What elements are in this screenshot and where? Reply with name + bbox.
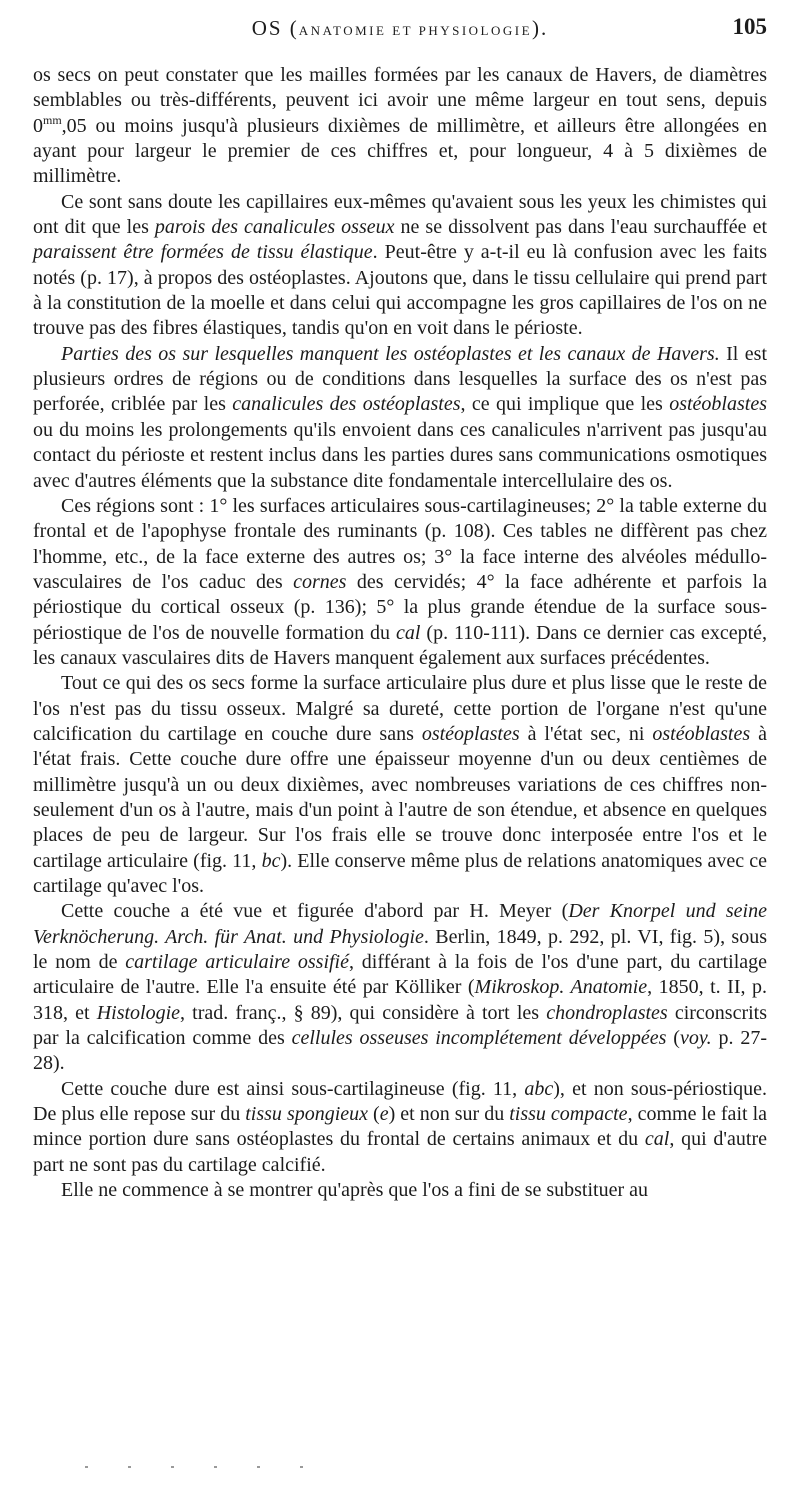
- paragraph-3: Parties des os sur lesquelles manquent les ostéoplastes et les canaux de Havers. Il est plusieurs ordres de régions ou de conditions dans lesquelles la surface des os n'est pas perforée, criblée par les canalicules des ostéoplastes, ce qui implique que les ostéoblastes ou du moins les prolongements qu'ils envoient dans ces canalicules n'arrivent pas jusqu'au contact du périoste et restent inclus dans les parties dures sans communications osmotiques avec d'autres éléments que la substance dite fondamentale intercellulaire des os.: [33, 342, 768, 492]
- running-head: [33, 12, 767, 52]
- print-marks: [85, 1466, 385, 1470]
- paragraph-5: Tout ce qui des os secs forme la surface articulaire plus dure et plus lisse que le reste de l'os n'est pas du tissu osseux. Malgré sa dureté, cette portion de l'organe n'est qu'une calcification du cartilage en couche dure sans ostéoplastes à l'état sec, ni ostéoblastes à l'état frais. Cette couche dure offre une épaisseur moyenne d'un ou deux centièmes de millimètre jusqu'à un ou deux dixièmes, avec nombreuses variations de ces chiffres non-seulement d'un os à l'autre, mais d'un point à l'autre de son étendue, et absence en quelques places de peu de largeur. Sur l'os frais elle se trouve donc interposée entre l'os et le cartilage articulaire (fig. 11, bc). Elle conserve même plus de relations anatomiques avec ce cartilage qu'avec l'os.: [33, 672, 767, 897]
- running-title-subject: ANATOMIE ET PHYSIOLOGIE: [298, 23, 533, 38]
- page-number: 105: [732, 14, 767, 39]
- body-text: [33, 63, 767, 1203]
- running-title: [33, 16, 767, 41]
- running-title-main: OS (: [251, 16, 299, 40]
- paragraph-7: Cette couche dure est ainsi sous-cartilagineuse (fig. 11, abc), et non sous-périostique. De plus elle repose sur du tissu spongieux (e) et non sur du tissu compacte, comme le fait la mince portion dure sans ostéoplastes du frontal de certains animaux et du cal, qui d'autre part ne sont pas du cartilage calcifié.: [33, 1077, 768, 1176]
- paragraph-1: os secs on peut constater que les mailles formées par les canaux de Havers, de diamètres semblables ou très-différents, peuvent ici avoir une même largeur en tout sens, depuis $0^{mm},05$ ou moins jusqu'à plusieurs dixièmes de millimètre, et ailleurs être allongées en ayant pour largeur le premier de ces chiffres et, pour longueur, 4 à 5 dixièmes de millimètre.: [33, 64, 767, 188]
- print-mark: [257, 1466, 260, 1468]
- print-mark: [171, 1466, 174, 1468]
- print-mark: [128, 1466, 131, 1468]
- paragraph-4: Ces régions sont : 1° les surfaces articulaires sous-cartilagineuses; 2° la table externe du frontal et de l'apophyse frontale des ruminants (p. 108). Ces tables ne diffèrent pas chez l'homme, etc., de la face externe des autres os; 3° la face interne des alvéoles médullo-vasculaires de l'os caduc des cornes des cervidés; 4° la face adhérente et parfois la périostique du cortical osseux (p. 136); 5° la plus grande étendue de la surface sous-périostique de l'os de nouvelle formation du cal (p. 110-111). Dans ce dernier cas excepté, les canaux vasculaires dits de Havers manquent également aux surfaces précédentes.: [33, 494, 768, 669]
- paragraph-2: Ce sont sans doute les capillaires eux-mêmes qu'avaient sous les yeux les chimistes qui ont dit que les parois des canalicules osseux ne se dissolvent pas dans l'eau surchauffée et paraissent être formées de tissu élastique. Peut-être y a-t-il eu là confusion avec les faits notés (p. 17), à propos des ostéoplastes. Ajoutons que, dans le tissu cellulaire qui prend part à la constitution de la moelle et dans celui qui accompagne les gros capillaires de l'os on ne trouve pas des fibres élastiques, tandis qu'on en voit dans le périoste.: [33, 190, 768, 340]
- paragraph-6: Cette couche a été vue et figurée d'abord par H. Meyer (Der Knorpel und seine Verknöcherung. Arch. für Anat. und Physiologie. Berlin, 1849, p. 292, pl. VI, fig. 5), sous le nom de cartilage articulaire ossifié, différant à la fois de l'os d'une part, du cartilage articulaire de l'autre. Elle l'a ensuite été par Kölliker (Mikroskop. Anatomie, 1850, t. II, p. 318, et Histologie, trad. franç., § 89), qui considère à tort les chondroplastes circonscrits par la calcification comme des cellules osseuses incomplétement développées (voy. p. 27-28).: [33, 900, 768, 1075]
- running-title-end: ).: [532, 16, 549, 40]
- print-mark: [85, 1466, 88, 1468]
- section-heading: Parties des os sur lesquelles manquent les ostéoplastes et les canaux de Havers.: [61, 342, 720, 365]
- print-mark: [214, 1466, 217, 1468]
- paragraph-8: Elle ne commence à se montrer qu'après que l'os a fini de se substituer au: [61, 1179, 649, 1202]
- unit-superscript: mm: [43, 112, 62, 127]
- print-mark: [300, 1466, 303, 1468]
